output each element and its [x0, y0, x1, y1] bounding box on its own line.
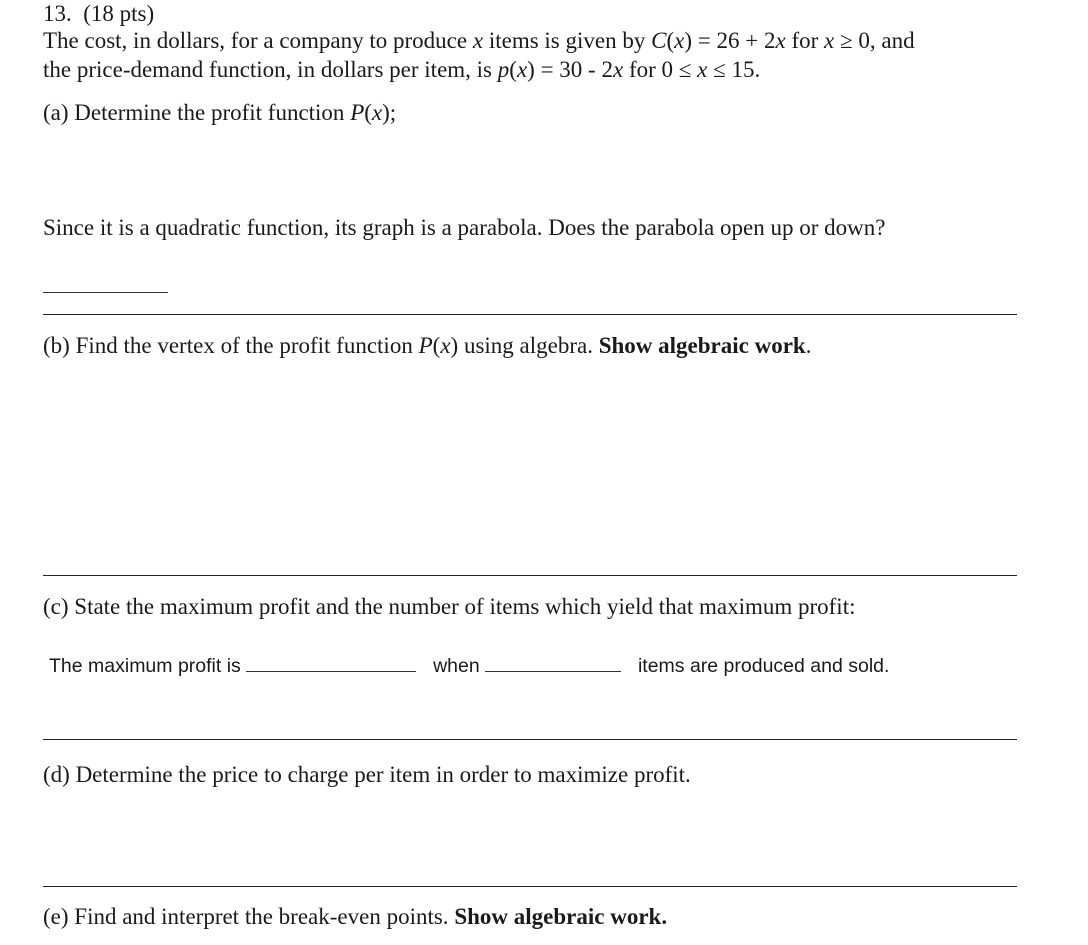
section-divider [43, 314, 1017, 315]
items-count-blank[interactable] [485, 653, 621, 672]
part-e-emphasis: Show algebraic work. [454, 904, 668, 929]
max-profit-blank[interactable] [246, 653, 416, 672]
part-a-followup: Since it is a quadratic function, its graph is a parabola. Does the parabola open up or down? [43, 215, 886, 240]
part-a-prompt: (a) Determine the profit function P(x); [43, 100, 397, 125]
section-divider [43, 886, 1017, 887]
part-c-prompt: (c) State the maximum profit and the number of items which yield that maximum profit: [43, 594, 856, 619]
problem-intro-line-2: the price-demand function, in dollars per item, is p(x) = 30 - 2x for 0 ≤ x ≤ 15. [43, 57, 761, 82]
section-divider [43, 739, 1017, 740]
problem-number: 13. [43, 1, 72, 26]
part-e-prompt: (e) Find and interpret the break-even points. Show algebraic work. [43, 904, 668, 929]
part-c-answer-sentence: The maximum profit is when items are produced and sold. [49, 655, 890, 677]
part-b-emphasis: Show algebraic work [598, 333, 806, 358]
section-divider [43, 575, 1017, 576]
part-d-prompt: (d) Determine the price to charge per item in order to maximize profit. [43, 762, 691, 787]
part-b-prompt: (b) Find the vertex of the profit function P(x) using algebra. Show algebraic work. [43, 333, 812, 358]
part-a-answer-blank[interactable] [43, 292, 168, 293]
problem-header [43, 0, 154, 28]
problem-intro-line-1: The cost, in dollars, for a company to produce x items is given by C(x) = 26 + 2x for x ≥ 0, and [43, 28, 915, 53]
problem-points: (18 pts) [83, 1, 155, 26]
